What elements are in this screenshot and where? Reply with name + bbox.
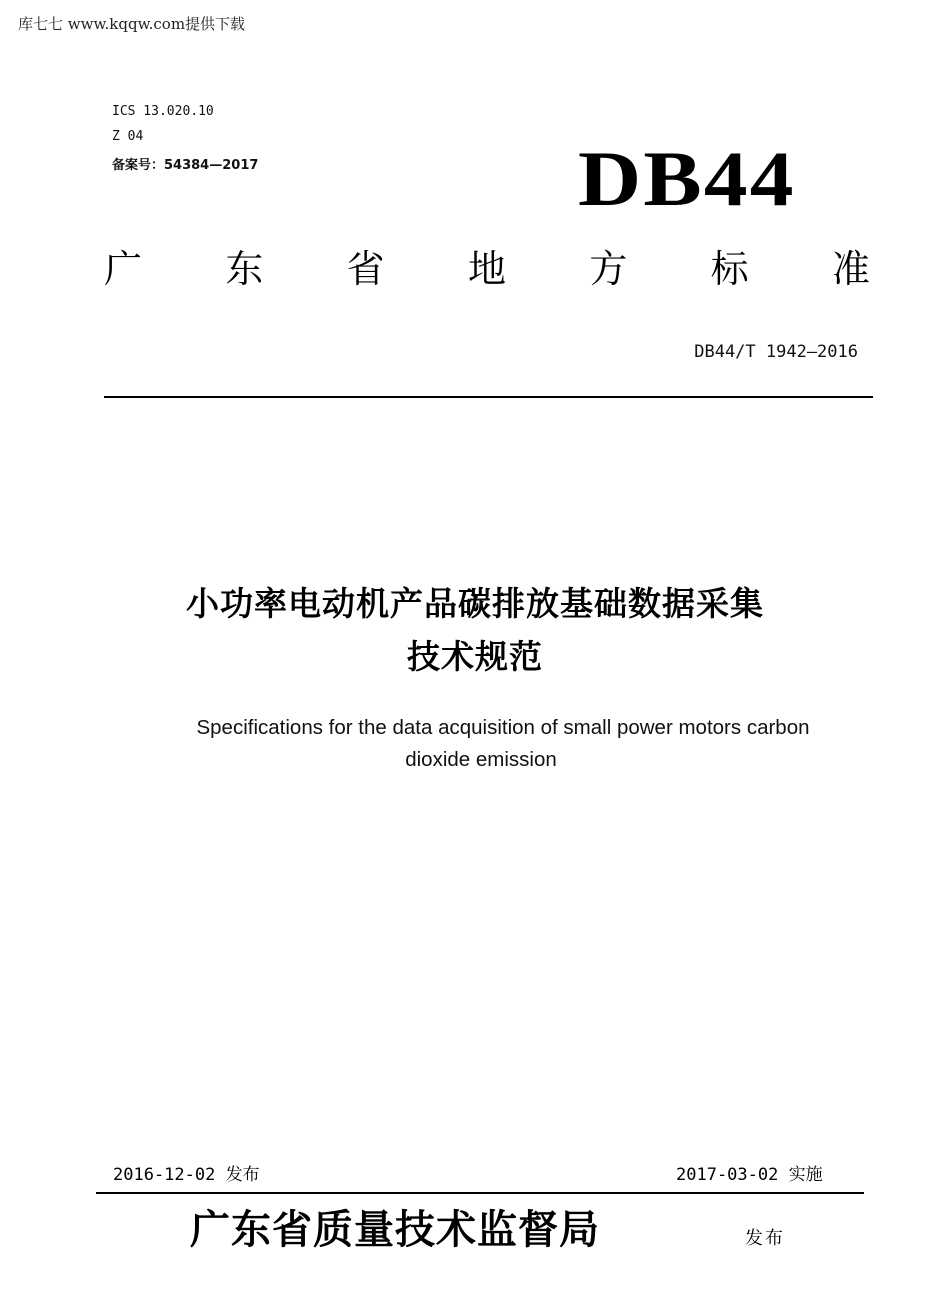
standard-type-char: 省	[346, 247, 385, 291]
record-number: 备案号：54384—2017	[112, 158, 259, 173]
issued-label: 发布	[745, 1228, 785, 1249]
standard-number: DB44/T 1942—2016	[694, 342, 858, 362]
watermark-text: 库七七 www.kqqw.com提供下载	[18, 15, 246, 33]
ccs-code: Z 04	[112, 129, 144, 144]
issuer-name: 广东省质量技术监督局	[190, 1206, 600, 1253]
ics-code: ICS 13.020.10	[112, 104, 214, 119]
release-label: 发布	[225, 1165, 260, 1185]
db44-logo: DB44	[578, 135, 796, 222]
standard-type-char: 地	[467, 247, 506, 291]
standard-type-heading	[104, 247, 870, 291]
standard-type-char: 标	[710, 247, 749, 291]
standard-type-char: 方	[589, 247, 628, 291]
title-en-line1: Specifications for the data acquisition of small power motors carbon	[196, 716, 810, 739]
standard-type-char: 广	[104, 247, 143, 291]
title-cn-line1: 小功率电动机产品碳排放基础数据采集	[186, 584, 764, 623]
effective-date	[676, 1160, 823, 1185]
standard-type-char: 东	[225, 247, 264, 291]
standard-type-char: 准	[831, 247, 870, 291]
release-date	[113, 1160, 260, 1185]
header-divider	[104, 396, 873, 398]
footer-divider	[96, 1192, 864, 1194]
title-en-line2: dioxide emission	[405, 748, 557, 771]
effective-label: 实施	[788, 1165, 823, 1185]
effective-date-value: 2017-03-02	[676, 1165, 779, 1185]
release-date-value: 2016-12-02	[113, 1165, 216, 1185]
title-cn-line2: 技术规范	[407, 637, 543, 676]
